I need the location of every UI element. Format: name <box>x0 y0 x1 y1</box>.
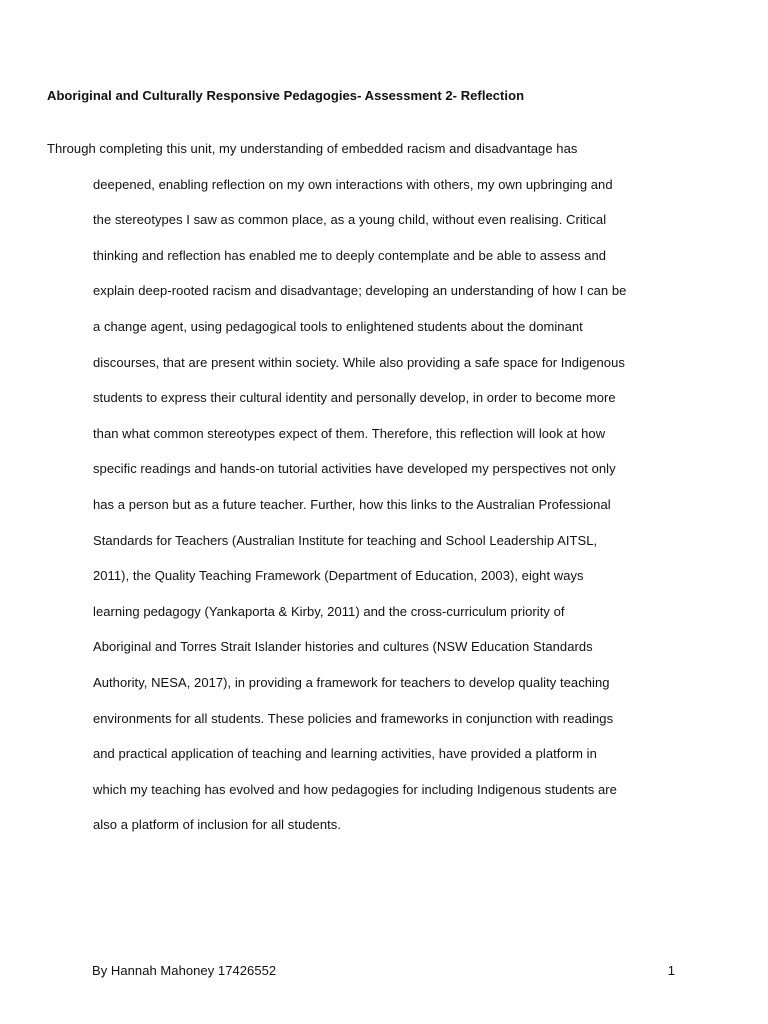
body-paragraph <box>47 139 727 851</box>
paragraph-line: Through completing this unit, my understanding of embedded racism and disadvantage has <box>47 141 578 156</box>
paragraph-line: and practical application of teaching and learning activities, have provided a platform in <box>93 746 597 762</box>
paragraph-line: thinking and reflection has enabled me to deeply contemplate and be able to assess and <box>93 247 607 263</box>
paragraph-line: the stereotypes I saw as common place, as a young child, without even realising. Critical <box>93 212 607 228</box>
paragraph-line: which my teaching has evolved and how pedagogies for including Indigenous students are <box>93 781 617 797</box>
paragraph-line: Standards for Teachers (Australian Institute for teaching and School Leadership AITSL, <box>93 532 598 548</box>
paragraph-line: a change agent, using pedagogical tools to enlightened students about the dominant <box>93 318 583 334</box>
document-title: Aboriginal and Culturally Responsive Pedagogies- Assessment 2- Reflection <box>47 88 525 103</box>
page-number: 1 <box>667 963 675 978</box>
paragraph-line: discourses, that are present within society. While also providing a safe space for Indigenous <box>93 354 625 370</box>
paragraph-line: explain deep-rooted racism and disadvantage; developing an understanding of how I can be <box>93 283 627 299</box>
paragraph-line: deepened, enabling reflection on my own interactions with others, my own upbringing and <box>93 176 613 192</box>
paragraph-line: learning pedagogy (Yankaporta & Kirby, 2011) and the cross-curriculum priority of <box>93 603 565 619</box>
paragraph-line: environments for all students. These policies and frameworks in conjunction with readings <box>93 710 614 726</box>
paragraph-line: Aboriginal and Torres Strait Islander histories and cultures (NSW Education Standards <box>93 639 593 655</box>
paragraph-line: 2011), the Quality Teaching Framework (Department of Education, 2003), eight ways <box>93 568 584 584</box>
paragraph-line: than what common stereotypes expect of them. Therefore, this reflection will look at how <box>93 425 606 441</box>
paragraph-line: also a platform of inclusion for all students. <box>93 817 341 833</box>
paragraph-line: specific readings and hands-on tutorial activities have developed my perspectives not only <box>93 461 616 477</box>
paragraph-line: students to express their cultural identity and personally develop, in order to become more <box>93 390 616 406</box>
paragraph-line: has a person but as a future teacher. Further, how this links to the Australian Professional <box>93 496 611 512</box>
paragraph-line: Authority, NESA, 2017), in providing a framework for teachers to develop quality teaching <box>93 674 610 690</box>
footer-author: By Hannah Mahoney 17426552 <box>92 963 277 978</box>
